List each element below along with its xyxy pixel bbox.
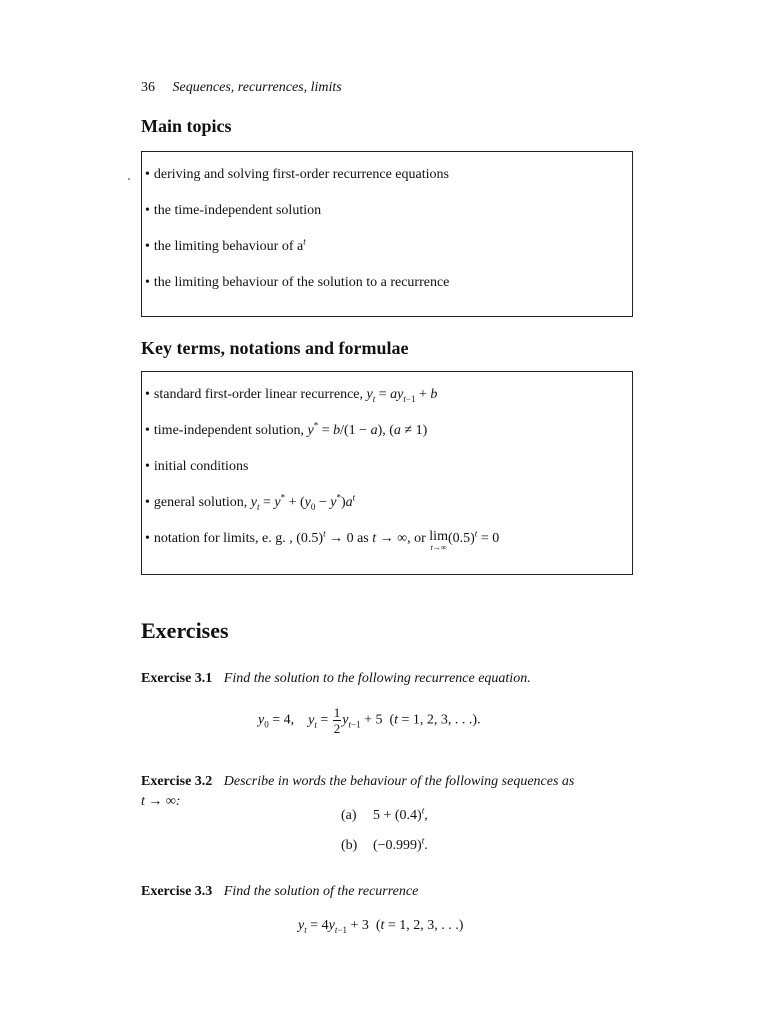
topic-item: • the limiting behaviour of $a^t$ <box>145 236 306 254</box>
term-item: • general solution, $y_t = y^* + (y_0 - y^*)a^t$ <box>145 492 356 512</box>
general-solution-formula: $y_t = y^* + (y_0 - y^*)a^t$ <box>250 492 356 512</box>
exercise-label: Exercise 3.1 <box>141 671 213 686</box>
term-item: • initial conditions <box>145 459 249 474</box>
exercise-3-1 <box>141 671 641 687</box>
exercise-3-2-item-b: (b) $(-0.999)^t$. <box>341 835 428 853</box>
term-item: • standard first-order linear recurrence, $y_t = ay_{t-1} + b$ <box>145 387 438 404</box>
key-terms-box <box>141 371 633 575</box>
exercise-3-2: Exercise 3.2 Describe in words the behaviour of the following sequences as t → ∞: <box>141 774 575 809</box>
running-head <box>141 80 342 96</box>
exercise-text: Find the solution of the recurrence <box>223 884 419 899</box>
key-terms-heading: Key terms, notations and formulae <box>141 338 409 358</box>
exercise-label: Exercise 3.3 <box>141 884 213 899</box>
topic-item: • the time-independent solution <box>145 203 322 218</box>
exercise-text: Find the solution to the following recurrence equation. <box>223 671 531 686</box>
main-topics-box <box>141 151 633 317</box>
exercises-heading: Exercises <box>141 618 229 643</box>
exercise-3-2-item-a: (a) $5 + (0.4)^t$, <box>341 805 428 823</box>
term-item: • notation for limits, e. g. , $(0.5)^t \to 0$ as t → ∞, or lim t→∞ $(0.5)^t = 0$ <box>145 528 500 552</box>
time-independent-formula: y* = b/(1 − a), (a ≠ 1) <box>307 420 428 438</box>
exercise-3-3 <box>141 884 641 900</box>
topic-item: • the limiting behaviour of the solution to a recurrence <box>145 275 450 290</box>
exercise-label: Exercise 3.2 <box>141 774 213 789</box>
chapter-title: Sequences, recurrences, limits <box>172 80 342 95</box>
main-topics-heading: Main topics <box>141 116 232 136</box>
exercise-3-3-equation: $y_t = 4y_{t-1} + 3$ (t = 1, 2, 3, . . .) <box>298 918 464 935</box>
fraction-one-half: $\frac{1}{2}$ <box>333 705 341 736</box>
exercise-3-1-equation: $y_0 = 4$, $y_t$ = $\frac{1}{2}$ $y_{t-1} + 5$ (t = 1, 2, 3, . . .). <box>258 705 481 736</box>
topic-item: • deriving and solving first-order recurrence equations <box>145 167 449 182</box>
term-item: • time-independent solution, y* = b/(1 − a), (a ≠ 1) <box>145 420 428 438</box>
recurrence-formula: $y_t = ay_{t-1} + b$ <box>366 387 438 404</box>
exercise-text: Describe in words the behaviour of the following sequences as <box>223 774 575 789</box>
limit-notation-formula: $(0.5)^t \to 0$ as t → ∞, or lim t→∞ $(0.5)^t = 0$ <box>296 528 500 552</box>
page-number: 36 <box>141 80 155 95</box>
margin-mark <box>128 178 130 180</box>
